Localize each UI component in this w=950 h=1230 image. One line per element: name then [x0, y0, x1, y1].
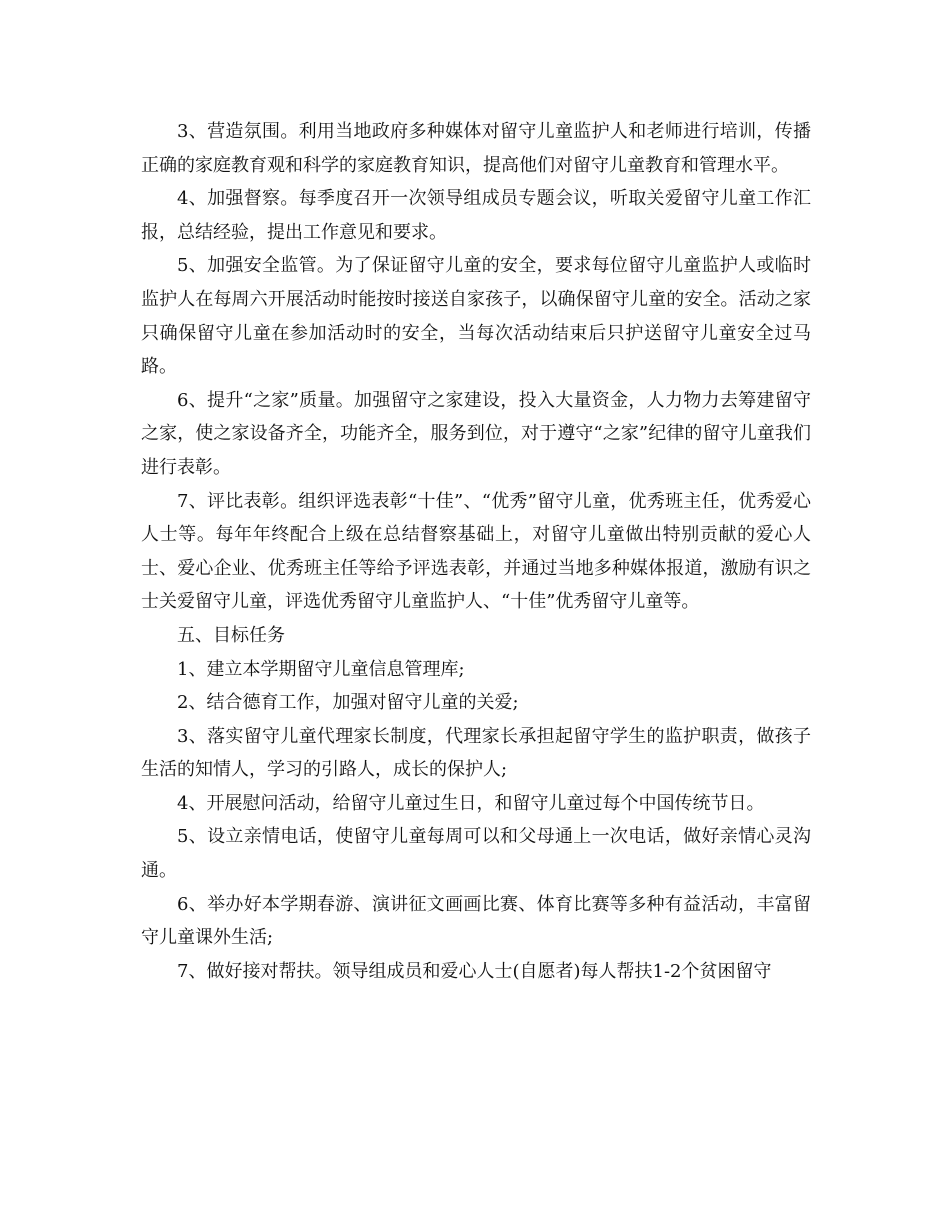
document-body [141, 115, 811, 988]
paragraph-measure-5: 5、加强安全监管。为了保证留守儿童的安全，要求每位留守儿童监护人或临时监护人在每周六开展活动时能按时接送自家孩子，以确保留守儿童的安全。活动之家只确保留守儿童在参加活动时的安全，当每次活动结束后只护送留守儿童安全过马路。 [141, 255, 811, 378]
paragraph-measure-4: 4、加强督察。每季度召开一次领导组成员专题会议，听取关爱留守儿童工作汇报，总结经验，提出工作意见和要求。 [141, 188, 811, 243]
paragraph-measure-6: 6、提升“之家”质量。加强留守之家建设，投入大量资金，人力物力去筹建留守之家，使之家设备齐全，功能齐全，服务到位，对于遵守“之家”纪律的留守儿童我们进行表彰。 [141, 389, 811, 478]
section-heading-goals: 五、目标任务 [177, 624, 285, 646]
paragraph-measure-3: 3、营造氛围。利用当地政府多种媒体对留守儿童监护人和老师进行培训，传播正确的家庭教育观和科学的家庭教育知识，提高他们对留守儿童教育和管理水平。 [141, 121, 811, 176]
paragraph-goal-2: 2、结合德育工作，加强对留守儿童的关爱; [177, 692, 519, 714]
paragraph-goal-7: 7、做好接对帮扶。领导组成员和爱心人士(自愿者)每人帮扶1-2个贫困留守 [177, 960, 772, 982]
paragraph-goal-4: 4、开展慰问活动，给留守儿童过生日，和留守儿童过每个中国传统节日。 [177, 792, 765, 814]
paragraph-goal-3: 3、落实留守儿童代理家长制度，代理家长承担起留守学生的监护职责，做孩子生活的知情人，学习的引路人，成长的保护人; [141, 725, 811, 781]
paragraph-measure-7: 7、评比表彰。组织评选表彰“十佳”、“优秀”留守儿童，优秀班主任，优秀爱心人士等。每年年终配合上级在总结督察基础上，对留守儿童做出特别贡献的爱心人士、爱心企业、优秀班主任等给予评选表彰，并通过当地多种媒体报道，激励有识之士关爱留守儿童，评选优秀留守儿童监护人、“十佳”优秀留守儿童等。 [141, 490, 811, 613]
paragraph-goal-5: 5、设立亲情电话，使留守儿童每周可以和父母通上一次电话，做好亲情心灵沟通。 [141, 826, 811, 882]
paragraph-goal-1: 1、建立本学期留守儿童信息管理库; [177, 658, 465, 680]
paragraph-goal-6: 6、举办好本学期春游、演讲征文画画比赛、体育比赛等多种有益活动，丰富留守儿童课外生活; [141, 893, 811, 949]
